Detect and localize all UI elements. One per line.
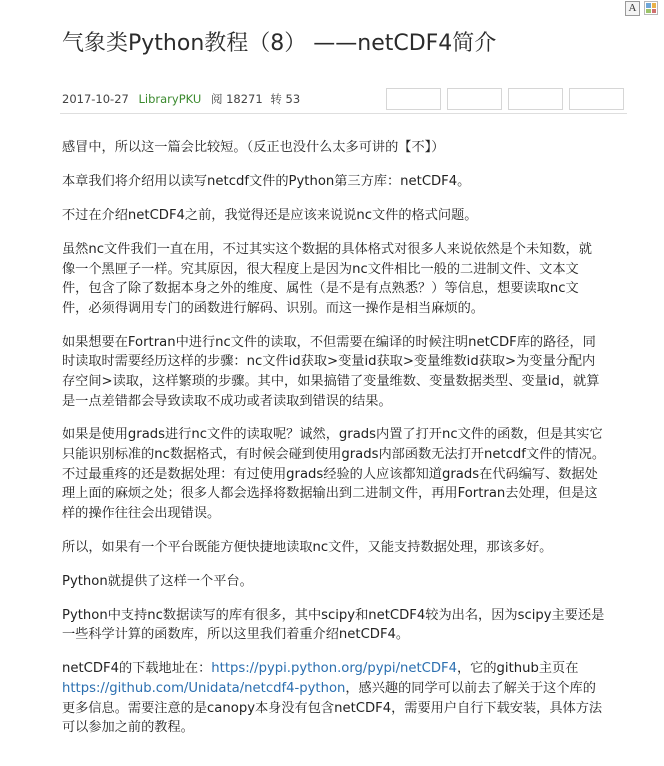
paragraph: 感冒中，所以这一篇会比较短。（反正也没什么太多可讲的【不】）	[62, 140, 445, 155]
page-title: 气象类Python教程（8） ——netCDF4简介	[62, 31, 497, 56]
read-label: 阅	[210, 92, 223, 106]
share-button-2[interactable]	[447, 88, 502, 110]
repost-count: 53	[285, 92, 301, 106]
paragraph	[62, 606, 624, 645]
article-body	[62, 138, 624, 752]
share-button-4[interactable]	[569, 88, 624, 110]
share-button-1[interactable]	[386, 88, 441, 110]
paragraph-line: 存空间>读取，这样繁琐的步骤。其中，如果搞错了变量维数、变量数据类型、变量id，就算	[62, 373, 600, 389]
paragraph-text: ，感兴趣的同学可以前去了解关于这个库的	[345, 680, 596, 696]
paragraph	[62, 240, 624, 318]
pypi-link[interactable]: https://pypi.python.org/pypi/netCDF4	[211, 661, 457, 677]
paragraph-line: 像一个黑匣子一样。究其原因，很大程度上是因为nc文件相比一般的二进制文件、文本文	[62, 261, 579, 277]
read-count: 18271	[226, 92, 263, 106]
reader-toolbar	[625, 1, 658, 16]
font-size-icon[interactable]: A	[625, 1, 640, 16]
paragraph-line: 如果是使用grads进行nc文件的读取呢？诚然，grads内置了打开nc文件的函数，但是其实它	[62, 427, 603, 443]
github-link[interactable]: https://github.com/Unidata/netcdf4-python	[62, 680, 346, 696]
share-button-3[interactable]	[508, 88, 563, 110]
author-link[interactable]: LibraryPKU	[138, 92, 202, 106]
paragraph-line: 如果想要在Fortran中进行nc文件的读取，不但需要在编译的时候注明netCDF库的路径，同	[62, 334, 596, 350]
paragraph-line: 样的操作往往会出现错误。	[62, 505, 221, 521]
repost-label: 转	[270, 92, 282, 106]
paragraph-line: 理上面的麻烦之处；很多人都会选择将数据输出到二进制文件，再用Fortran去处理，但是这	[62, 486, 598, 502]
paragraph: 不过在介绍netCDF4之前，我觉得还是应该来说说nc文件的格式问题。	[62, 207, 478, 223]
paragraph-line: 可以参加之前的教程。	[62, 720, 194, 736]
paragraph: Python就提供了这样一个平台。	[62, 573, 253, 589]
header-divider	[60, 113, 627, 114]
paragraph-line: 件，必须得调用专门的函数进行解码、识别。而这一操作是相当麻烦的。	[62, 300, 484, 316]
paragraph	[62, 333, 624, 411]
paragraph	[62, 659, 624, 737]
publish-date: 2017-10-27	[62, 92, 129, 106]
paragraph-line: 一些科学计算的函数库，所以这里我们着重介绍netCDF4。	[62, 627, 410, 643]
paragraph: 本章我们将介绍用以读写netcdf文件的Python第三方库：netCDF4。	[62, 173, 471, 189]
paragraph-line: 不过最重疼的还是数据处理：有过使用grads经验的人应该都知道grads在代码编写、数据处	[62, 466, 598, 482]
paragraph: 所以，如果有一个平台既能方便快捷地读取nc文件，又能支持数据处理，那该多好。	[62, 539, 553, 555]
paragraph-line: 更多信息。需要注意的是canopy本身没有包含netCDF4，需要用户自行下载安装，具体方法	[62, 700, 603, 716]
paragraph	[62, 425, 624, 523]
paragraph-line: 件，包含了除了数据本身之外的维度、属性（是不是有点熟悉？）等信息，想要读取nc文	[62, 281, 579, 297]
paragraph-line: 是一点差错都会导致读取不成功或者读取到错误的结果。	[62, 393, 392, 409]
article-meta	[62, 90, 300, 108]
paragraph-text: ，它的github主页在	[457, 661, 579, 677]
paragraph-line: Python中支持nc数据读写的库有很多，其中scipy和netCDF4较为出名，因为scipy主要还是	[62, 607, 605, 623]
color-palette-icon[interactable]	[644, 1, 658, 15]
paragraph-line: 时读取时需要经历这样的步骤：nc文件id获取>变量id获取>变量维数id获取>为变量分配内	[62, 354, 596, 370]
paragraph-line: 只能识别标准的nc数据格式，有时候会碰到使用grads内部函数无法打开netcdf文件的情况。	[62, 447, 606, 463]
share-buttons	[386, 88, 624, 110]
paragraph-text: netCDF4的下载地址在：	[62, 661, 212, 677]
paragraph-line: 虽然nc文件我们一直在用，不过其实这个数据的具体格式对很多人来说依然是个未知数，就	[62, 241, 592, 257]
